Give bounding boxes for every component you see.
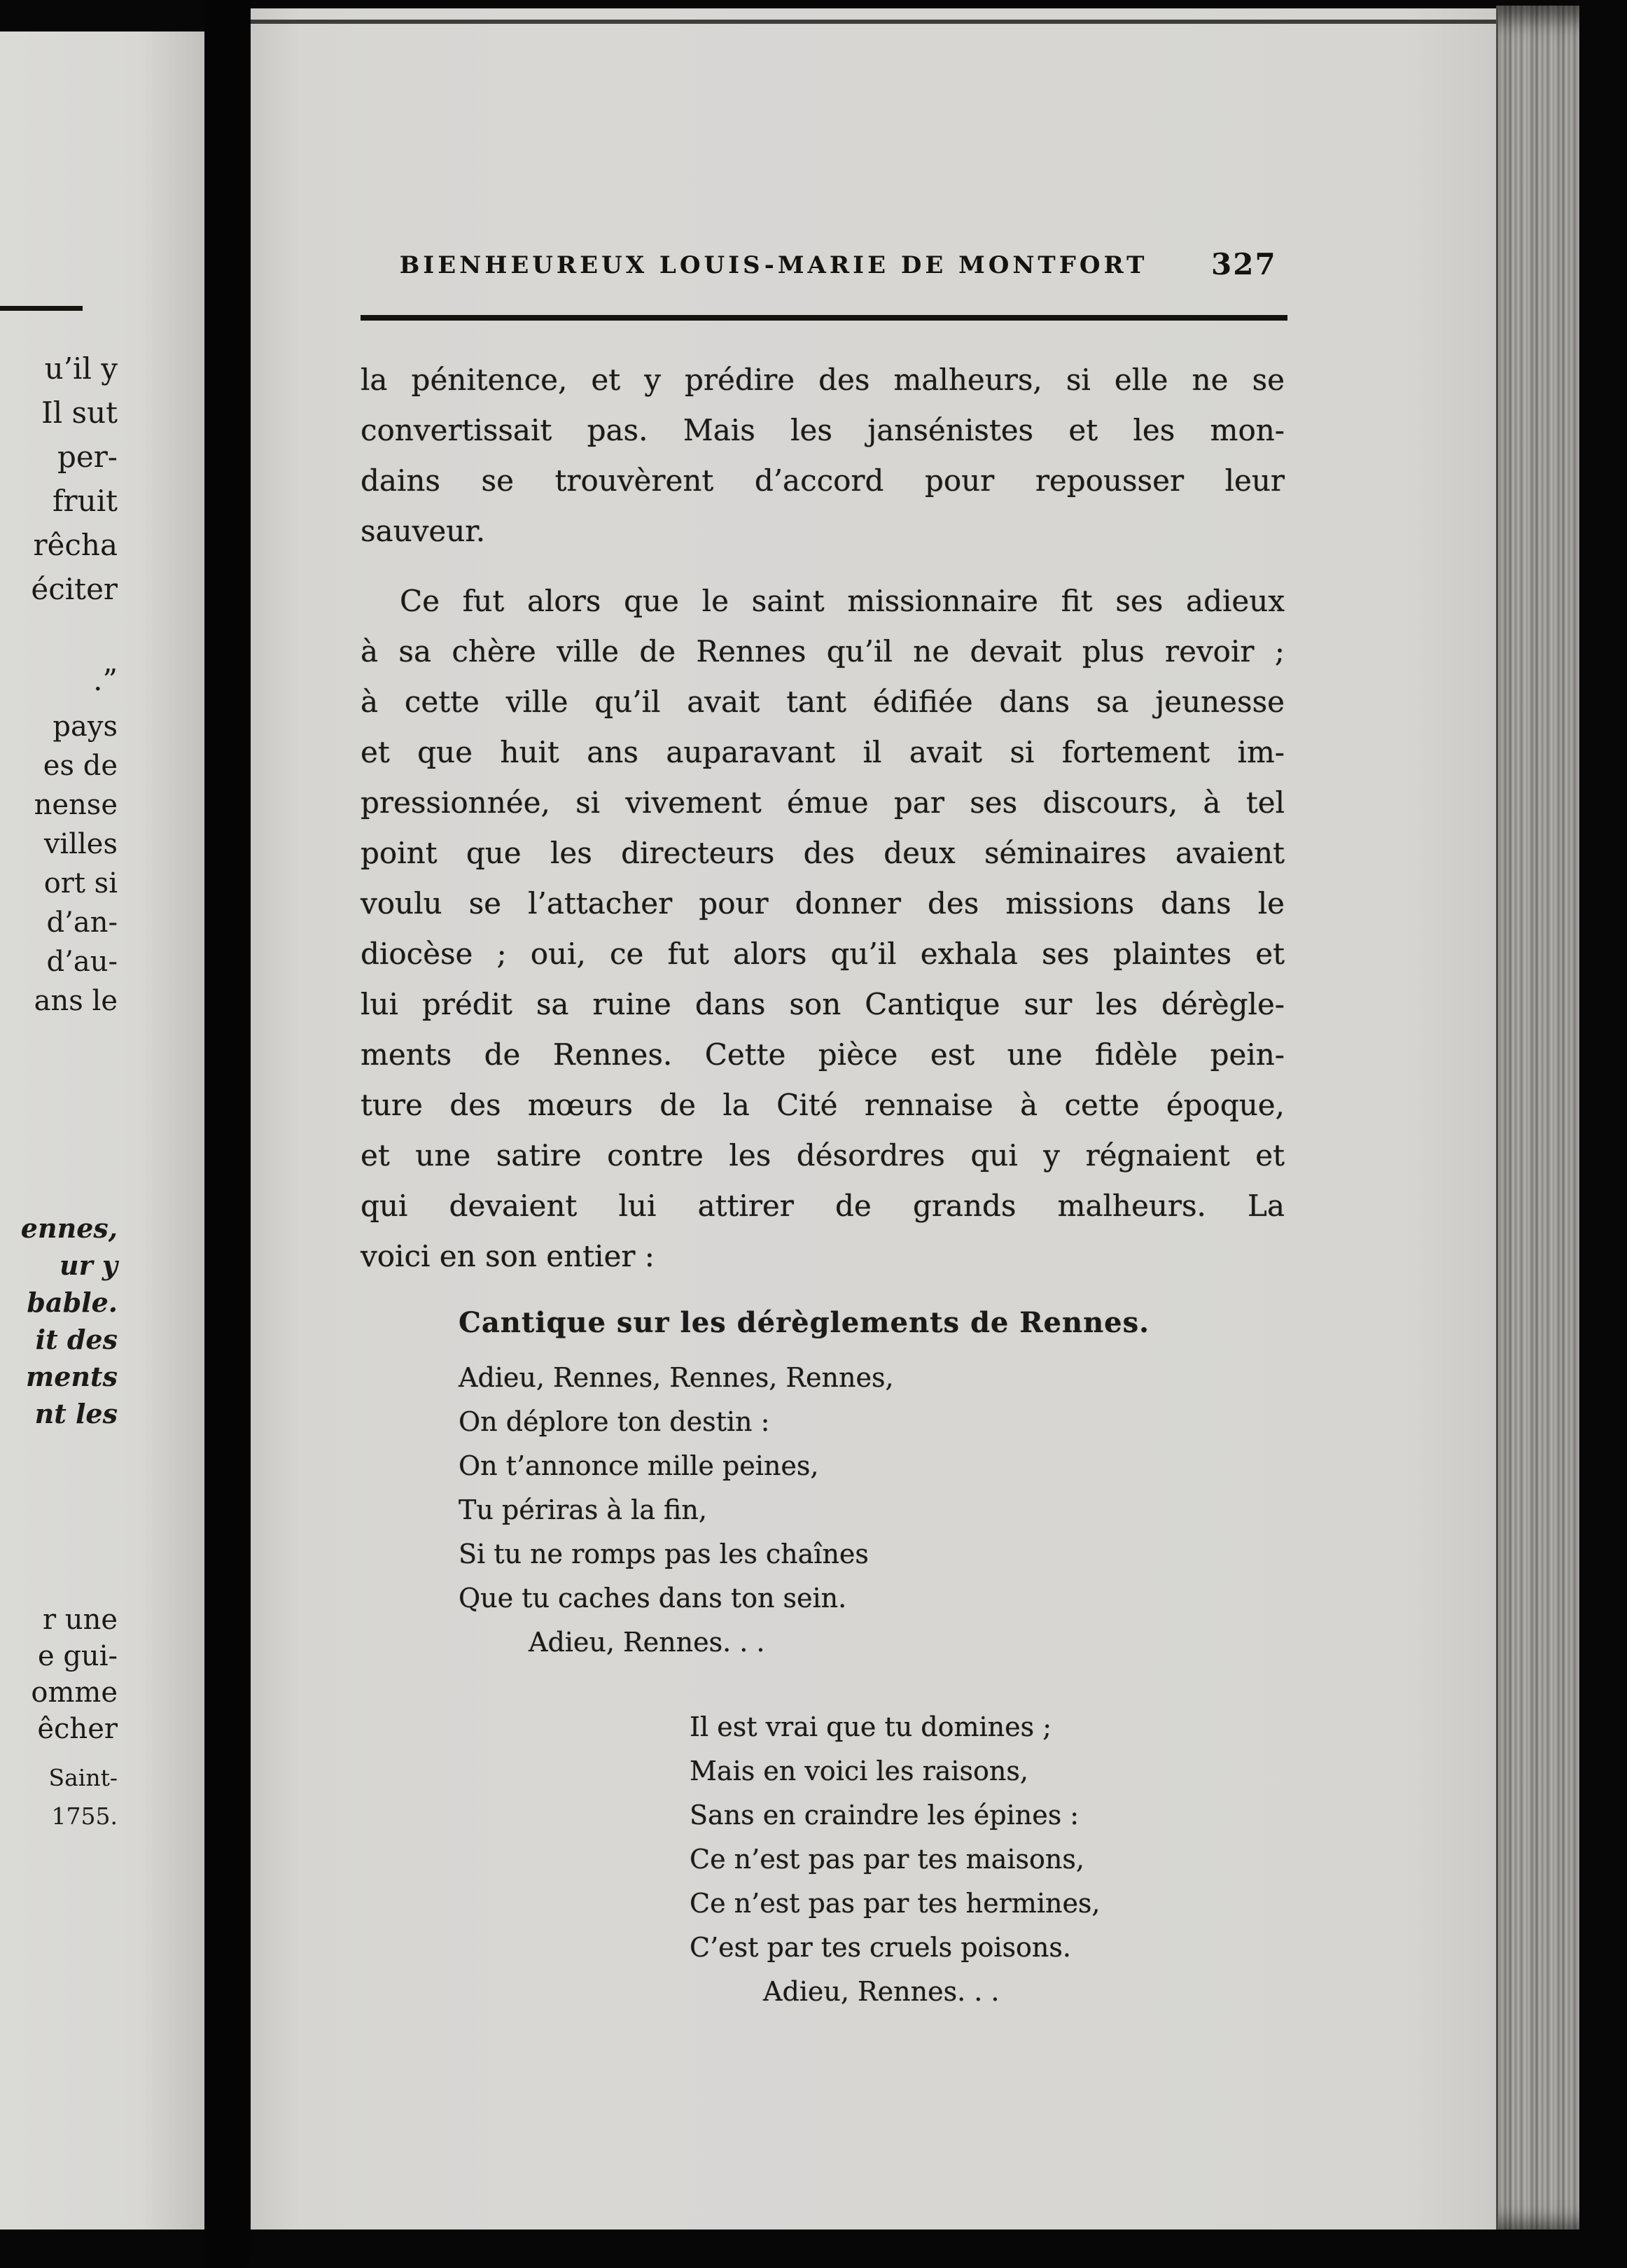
text-line: Ce n’est pas par tes maisons, xyxy=(690,1844,1084,1875)
text-line: nt les xyxy=(34,1398,118,1429)
poem-stanza-2 xyxy=(690,1705,1285,1970)
text-column xyxy=(361,355,1285,2014)
text-line: ort si xyxy=(43,867,118,899)
text-line: r une xyxy=(42,1604,118,1636)
text-line: Adieu, Rennes, Rennes, Rennes, xyxy=(459,1362,894,1393)
text-line: 1755. xyxy=(51,1802,118,1830)
text-line: êcher xyxy=(37,1713,118,1745)
text-line: u’il y xyxy=(44,351,118,386)
text-line: la pénitence, et y prédire des malheurs, si elle ne se xyxy=(361,363,1285,397)
facing-page-line-fragments-lower xyxy=(0,1602,119,1747)
text-line: Tu périras à la fin, xyxy=(459,1494,707,1525)
text-line: On t’annonce mille peines, xyxy=(459,1450,819,1481)
text-line: sauveur. xyxy=(361,514,486,548)
text-line: e gui- xyxy=(37,1640,118,1672)
text-line: ans le xyxy=(34,985,118,1017)
text-line: voici en son entier : xyxy=(361,1239,655,1273)
text-line: et que huit ans auparavant il avait si fortement im- xyxy=(361,735,1285,769)
poem-stanza-1 xyxy=(459,1356,1285,1620)
text-line: pays xyxy=(53,710,118,743)
page-top-edge-shadow xyxy=(251,20,1496,24)
text-line: diocèse ; oui, ce fut alors qu’il exhala ses plaintes et xyxy=(361,937,1285,971)
text-line: Il sut xyxy=(41,396,118,430)
header-rule xyxy=(361,315,1287,321)
facing-page-sliver xyxy=(0,31,204,2230)
text-line: omme xyxy=(31,1676,118,1709)
facing-page-line-fragments-italic xyxy=(0,1210,119,1432)
body-paragraph-1 xyxy=(361,355,1285,556)
text-line: à cette ville qu’il avait tant édifiée dans sa jeunesse xyxy=(361,685,1285,719)
text-line: ennes, xyxy=(20,1212,118,1244)
text-line: d’au- xyxy=(46,946,118,978)
facing-page-line-fragments-middle xyxy=(0,707,119,1021)
text-line: à sa chère ville de Rennes qu’il ne devait plus revoir ; xyxy=(361,634,1285,668)
text-line: C’est par tes cruels poisons. xyxy=(690,1932,1071,1963)
text-line: bable. xyxy=(27,1287,118,1318)
text-line: nense xyxy=(34,789,118,821)
text-line: ments xyxy=(26,1361,118,1392)
text-line: lui prédit sa ruine dans son Cantique sur les dérègle- xyxy=(361,987,1285,1021)
text-line: On déplore ton destin : xyxy=(459,1406,770,1437)
text-line: d’an- xyxy=(46,906,118,939)
text-line: ture des mœurs de la Cité rennaise à cette époque, xyxy=(361,1088,1285,1122)
facing-page-closing-quote: .” xyxy=(93,663,118,697)
text-line: convertissait pas. Mais les jansénistes et les mon- xyxy=(361,413,1285,447)
text-line: éciter xyxy=(31,572,118,606)
text-line: et une satire contre les désordres qui y régnaient et xyxy=(361,1138,1285,1172)
page-number: 327 xyxy=(1211,247,1277,281)
facing-page-line-fragments-top xyxy=(0,346,119,611)
text-line: qui devaient lui attirer de grands malheurs. La xyxy=(361,1189,1285,1223)
text-line: ments de Rennes. Cette pièce est une fidèle pein- xyxy=(361,1037,1285,1072)
text-line: Saint- xyxy=(48,1764,118,1791)
poem-refrain-2: Adieu, Rennes. . . xyxy=(763,1976,1000,2007)
text-line: it des xyxy=(35,1324,118,1355)
body-paragraph-2 xyxy=(361,576,1285,1282)
text-line: Ce fut alors que le saint missionnaire fit ses adieux xyxy=(400,584,1285,618)
poem-refrain-1: Adieu, Rennes. . . xyxy=(529,1627,765,1658)
text-line: Mais en voici les raisons, xyxy=(690,1756,1028,1786)
text-line: rêcha xyxy=(33,528,118,562)
text-line: es de xyxy=(43,750,118,782)
fore-edge-page-stack xyxy=(1496,6,1579,2230)
poem-title: Cantique sur les dérèglements de Rennes. xyxy=(459,1306,1150,1339)
text-line: pressionnée, si vivement émue par ses discours, à tel xyxy=(361,785,1285,820)
facing-page-footnote-fragments xyxy=(0,1758,119,1835)
text-line: fruit xyxy=(53,484,118,518)
running-header-title: BIENHEUREUX LOUIS-MARIE DE MONTFORT xyxy=(399,251,1148,279)
text-line: point que les directeurs des deux séminaires avaient xyxy=(361,836,1285,870)
text-line: Sans en craindre les épines : xyxy=(690,1800,1080,1830)
text-line: dains se trouvèrent d’accord pour repousser leur xyxy=(361,463,1285,498)
text-line: villes xyxy=(43,828,118,860)
poem-block xyxy=(459,1306,1285,2014)
text-line: ur y xyxy=(60,1250,118,1281)
text-line: Ce n’est pas par tes hermines, xyxy=(690,1888,1101,1919)
text-line: per- xyxy=(57,440,118,474)
text-line: voulu se l’attacher pour donner des missions dans le xyxy=(361,886,1285,920)
facing-page-header-rule xyxy=(0,306,83,311)
text-line: Il est vrai que tu domines ; xyxy=(690,1712,1052,1742)
text-line: Si tu ne romps pas les chaînes xyxy=(459,1539,869,1569)
text-line: Que tu caches dans ton sein. xyxy=(459,1583,847,1614)
book-gutter-shadow xyxy=(204,0,251,2268)
book-page xyxy=(251,8,1496,2230)
